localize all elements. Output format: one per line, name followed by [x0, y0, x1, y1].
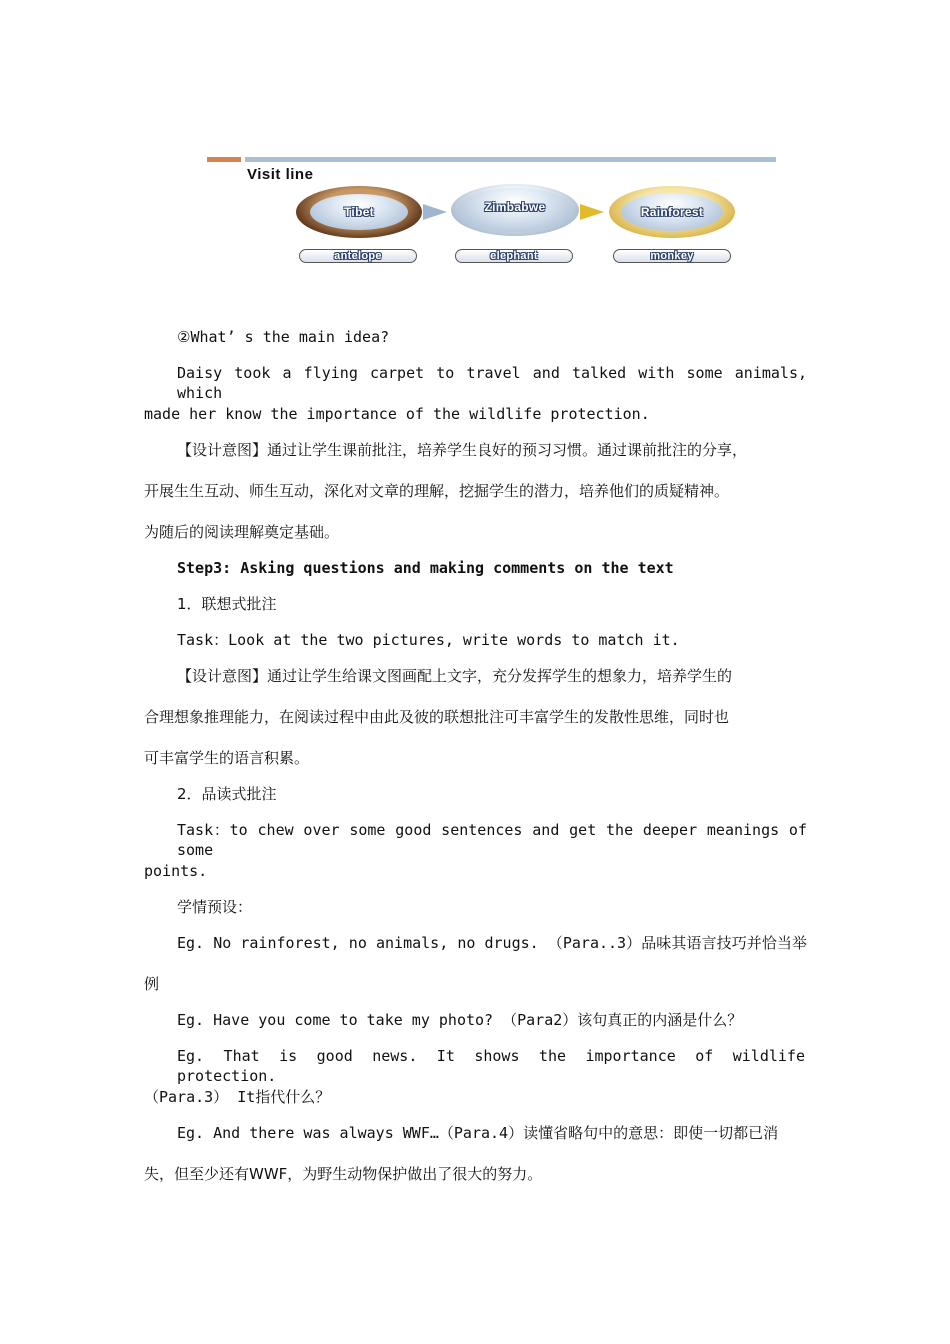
example-3-line-2: （Para.3） It指代什么？	[144, 1088, 331, 1106]
place-node-rainforest	[609, 186, 735, 238]
design-intent-2-line-3: 可丰富学生的语言积累。	[144, 749, 310, 767]
place-label: Rainforest	[640, 205, 704, 219]
example-2: Eg. Have you come to take my photo? （Para2）该句真正的内涵是什么？	[177, 1011, 743, 1029]
place-label: Tibet	[344, 205, 374, 219]
task-1: Task：Look at the two pictures, write words to match it.	[177, 631, 680, 649]
design-intent-1-line-2: 开展生生互动、师生互动，深化对文章的理解，挖掘学生的潜力，培养他们的质疑精神。	[144, 482, 730, 500]
example-3-line-1: Eg. That is good news. It shows the importance of wildlife protection.	[177, 1047, 805, 1085]
animal-tag-elephant: elephant	[455, 249, 573, 263]
blue-header-bar	[245, 157, 776, 162]
example-4-line-1: Eg. And there was always WWF…（Para.4）读懂省略句中的意思：即使一切都已消	[177, 1124, 779, 1142]
animal-tag-antelope: antelope	[299, 249, 417, 263]
example-1-line-2: 例	[144, 975, 160, 993]
item-2-heading: 2．品读式批注	[177, 785, 277, 803]
design-intent-1-line-3: 为随后的阅读理解奠定基础。	[144, 523, 340, 541]
orange-accent-bar	[207, 157, 241, 162]
design-intent-2-line-1: 【设计意图】通过让学生给课文图画配上文字，充分发挥学生的想象力，培养学生的	[177, 667, 733, 685]
design-intent-1-line-1: 【设计意图】通过让学生课前批注，培养学生良好的预习习惯。通过课前批注的分享，	[177, 441, 748, 459]
answer-line-1: Daisy took a flying carpet to travel and talked with some animals, which	[177, 364, 807, 402]
preset-heading: 学情预设：	[177, 898, 253, 916]
arrow-right-icon	[580, 204, 604, 220]
question-main-idea: ②What’ s the main idea?	[177, 328, 390, 346]
task-2-line-1: Task：to chew over some good sentences and get the deeper meanings of some	[177, 821, 807, 859]
place-node-tibet	[296, 186, 422, 238]
place-label: Zimbabwe	[484, 200, 546, 214]
visit-line-diagram	[207, 154, 779, 270]
step3-heading: Step3: Asking questions and making comments on the text	[177, 559, 674, 577]
example-1-line-1: Eg. No rainforest, no animals, no drugs. （Para..3）品味其语言技巧并恰当举	[177, 934, 807, 952]
answer-line-2: made her know the importance of the wildlife protection.	[144, 405, 650, 423]
arrow-right-icon	[423, 204, 447, 220]
task-2-line-2: points.	[144, 862, 208, 880]
diagram-title: Visit line	[247, 166, 314, 183]
item-1-heading: 1．联想式批注	[177, 595, 277, 613]
animal-tag-monkey: monkey	[613, 249, 731, 263]
place-node-zimbabwe	[451, 184, 579, 236]
example-4-line-2: 失，但至少还有WWF，为野生动物保护做出了很大的努力。	[144, 1165, 543, 1183]
design-intent-2-line-2: 合理想象推理能力，在阅读过程中由此及彼的联想批注可丰富学生的发散性思维，同时也	[144, 708, 730, 726]
